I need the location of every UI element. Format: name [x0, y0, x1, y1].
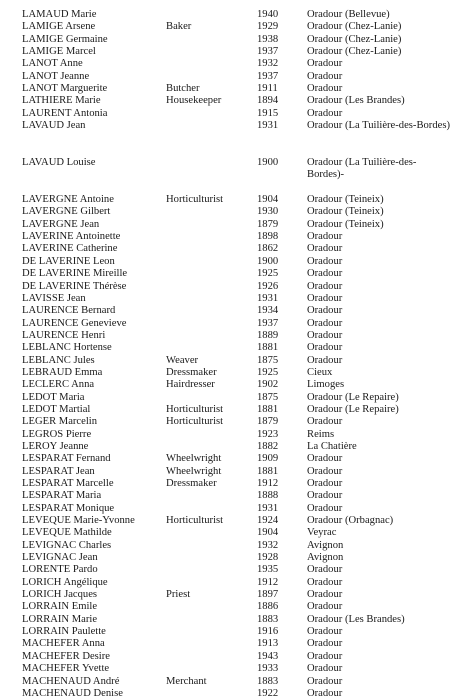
birth-year: 1931: [257, 120, 279, 132]
place: Oradour: [307, 638, 343, 650]
table-row: [0, 564, 460, 576]
table-row: [0, 157, 460, 194]
place: Limoges: [307, 379, 345, 391]
place: Oradour: [307, 601, 343, 613]
birth-year: 1875: [257, 391, 279, 403]
birth-year: 1894: [257, 95, 279, 107]
person-name: LEBLANC Jules: [22, 354, 95, 366]
birth-year: 1916: [257, 626, 279, 638]
table-row: [0, 638, 460, 650]
birth-year: 1938: [257, 33, 279, 45]
place: Oradour (Chez-Lanie): [307, 21, 402, 33]
table-row: [0, 120, 460, 157]
person-name: LEVEQUE Marie-Yvonne: [22, 515, 135, 527]
place: Oradour: [307, 650, 343, 662]
place: Oradour: [307, 342, 343, 354]
birth-year: 1898: [257, 231, 279, 243]
table-row: [0, 256, 460, 268]
birth-year: 1904: [257, 194, 279, 206]
place: Oradour: [307, 280, 343, 292]
table-row: [0, 219, 460, 231]
place: Oradour: [307, 490, 343, 502]
table-row: [0, 404, 460, 416]
person-name: LEBLANC Hortense: [22, 342, 112, 354]
table-row: [0, 243, 460, 255]
person-name: LESPARAT Fernand: [22, 453, 111, 465]
table-row: [0, 305, 460, 317]
table-row: [0, 453, 460, 465]
place: Veyrac: [307, 527, 337, 539]
table-row: [0, 614, 460, 626]
person-name: LAURENCE Henri: [22, 329, 106, 341]
occupation: Merchant: [166, 675, 207, 687]
occupation: Wheelwright: [166, 453, 222, 465]
person-name: LORRAIN Marie: [22, 613, 98, 625]
birth-year: 1931: [257, 502, 279, 514]
place: Oradour: [307, 465, 343, 477]
person-name: LESPARAT Jean: [22, 465, 95, 477]
table-row: [0, 9, 460, 21]
birth-year: 1932: [257, 539, 279, 551]
birth-year: 1931: [257, 292, 279, 304]
birth-year: 1897: [257, 589, 279, 601]
place: Oradour: [307, 317, 343, 329]
place: Oradour: [307, 70, 343, 82]
place: Oradour: [307, 231, 343, 243]
place: Oradour: [307, 329, 343, 341]
person-name: LAMAUD Marie: [22, 9, 97, 20]
table-row: [0, 342, 460, 354]
place: Cieux: [307, 366, 333, 378]
table-row: [0, 21, 460, 33]
birth-year: 1912: [257, 576, 279, 588]
table-row: [0, 392, 460, 404]
table-row: [0, 651, 460, 663]
table-row: [0, 601, 460, 613]
table-row: [0, 83, 460, 95]
table-row: [0, 663, 460, 675]
birth-year: 1900: [257, 157, 279, 169]
table-row: [0, 552, 460, 564]
person-name: LATHIERE Marie: [22, 95, 101, 107]
birth-year: 1933: [257, 663, 279, 675]
place: Oradour (Bellevue): [307, 9, 390, 20]
occupation: Wheelwright: [166, 465, 222, 477]
person-name: LANOT Jeanne: [22, 70, 90, 82]
occupation: Horticulturist: [166, 403, 224, 415]
person-name: LEVEQUE Mathilde: [22, 527, 112, 539]
place: Oradour (Les Brandes): [307, 95, 405, 107]
table-row: [0, 478, 460, 490]
occupation: Horticulturist: [166, 416, 224, 428]
table-row: [0, 268, 460, 280]
person-name: DE LAVERINE Thérèse: [22, 280, 127, 292]
place: Oradour: [307, 478, 343, 489]
occupation: Horticulturist: [166, 515, 224, 527]
person-name: LESPARAT Monique: [22, 502, 115, 514]
person-name: LAVERGNE Gilbert: [22, 206, 111, 218]
table-row: [0, 466, 460, 478]
table-row: [0, 71, 460, 83]
person-name: LEDOT Martial: [22, 403, 91, 415]
person-name: MACHENAUD Denise: [22, 687, 123, 699]
birth-year: 1930: [257, 206, 279, 218]
table-row: [0, 108, 460, 120]
birth-year: 1881: [257, 342, 279, 354]
birth-year: 1900: [257, 255, 279, 267]
person-name: LEGROS Pierre: [22, 428, 92, 440]
table-row: [0, 46, 460, 58]
occupation: Dressmaker: [166, 366, 217, 378]
place: Oradour (Chez-Lanie): [307, 33, 402, 45]
table-row: [0, 589, 460, 601]
person-name: LAVISSE Jean: [22, 292, 86, 304]
birth-year: 1937: [257, 70, 279, 82]
birth-year: 1881: [257, 403, 279, 415]
table-row: [0, 515, 460, 527]
person-name: LAMIGE Marcel: [22, 46, 96, 58]
place: Oradour: [307, 589, 343, 601]
place: Oradour: [307, 626, 343, 638]
victims-list: [0, 9, 460, 700]
birth-year: 1937: [257, 317, 279, 329]
person-name: LESPARAT Marcelle: [22, 478, 114, 489]
place: Oradour: [307, 687, 343, 699]
place: Oradour: [307, 292, 343, 304]
place: Oradour: [307, 243, 343, 255]
birth-year: 1888: [257, 490, 279, 502]
occupation: Hairdresser: [166, 379, 215, 391]
birth-year: 1904: [257, 527, 279, 539]
birth-year: 1913: [257, 638, 279, 650]
place: Oradour: [307, 453, 343, 465]
person-name: LEVIGNAC Charles: [22, 539, 112, 551]
person-name: LAURENCE Genevieve: [22, 317, 127, 329]
place: Oradour (Le Repaire): [307, 403, 399, 415]
person-name: LORICH Angélique: [22, 576, 108, 588]
birth-year: 1922: [257, 687, 279, 699]
person-name: LORRAIN Paulette: [22, 626, 106, 638]
birth-year: 1934: [257, 305, 279, 317]
table-row: [0, 441, 460, 453]
table-row: [0, 527, 460, 539]
place: Oradour: [307, 354, 343, 366]
person-name: LAURENT Antonia: [22, 107, 108, 119]
table-row: [0, 429, 460, 441]
table-row: [0, 503, 460, 515]
birth-year: 1879: [257, 416, 279, 428]
table-row: [0, 231, 460, 243]
birth-year: 1911: [257, 83, 278, 95]
person-name: DE LAVERINE Leon: [22, 255, 115, 267]
person-name: LAVAUD Jean: [22, 120, 86, 132]
birth-year: 1935: [257, 564, 279, 576]
place: Oradour (La Tuilière-des-Bordes)-: [307, 157, 417, 181]
place: Oradour: [307, 83, 343, 95]
occupation: Dressmaker: [166, 478, 217, 489]
table-row: [0, 355, 460, 367]
birth-year: 1902: [257, 379, 279, 391]
place: Oradour: [307, 564, 343, 576]
table-row: [0, 416, 460, 428]
place: Oradour (Orbagnac): [307, 515, 394, 527]
place: Avignon: [307, 552, 344, 564]
place: Avignon: [307, 539, 344, 551]
person-name: LEGER Marcelin: [22, 416, 98, 428]
person-name: LAVERGNE Jean: [22, 218, 100, 230]
birth-year: 1923: [257, 428, 279, 440]
person-name: LAVERGNE Antoine: [22, 194, 114, 206]
birth-year: 1940: [257, 9, 279, 20]
occupation: Priest: [166, 589, 191, 601]
place: Oradour (Chez-Lanie): [307, 46, 402, 58]
birth-year: 1862: [257, 243, 279, 255]
table-row: [0, 206, 460, 218]
birth-year: 1924: [257, 515, 279, 527]
place: Oradour: [307, 58, 343, 70]
place: Oradour (Teineix): [307, 206, 384, 218]
table-row: [0, 688, 460, 700]
person-name: LORENTE Pardo: [22, 564, 98, 576]
person-name: LANOT Marguerite: [22, 83, 108, 95]
birth-year: 1925: [257, 268, 279, 280]
place: Oradour (Les Brandes): [307, 613, 405, 625]
table-row: [0, 58, 460, 70]
place: Oradour (La Tuilière-des-Bordes): [307, 120, 450, 132]
table-row: [0, 95, 460, 107]
occupation: Weaver: [166, 354, 199, 366]
occupation: Baker: [166, 21, 192, 33]
place: Oradour: [307, 305, 343, 317]
person-name: LAVERINE Catherine: [22, 243, 118, 255]
table-row: [0, 293, 460, 305]
person-name: LORICH Jacques: [22, 589, 98, 601]
place: Reims: [307, 428, 335, 440]
person-name: LAURENCE Bernard: [22, 305, 116, 317]
birth-year: 1937: [257, 46, 279, 58]
place: Oradour: [307, 576, 343, 588]
place: Oradour: [307, 502, 343, 514]
birth-year: 1943: [257, 650, 279, 662]
place: Oradour: [307, 416, 343, 428]
table-row: [0, 626, 460, 638]
birth-year: 1928: [257, 552, 279, 564]
person-name: LEDOT Maria: [22, 391, 85, 403]
person-name: LAMIGE Germaine: [22, 33, 108, 45]
table-row: [0, 379, 460, 391]
place: Oradour: [307, 255, 343, 267]
person-name: LORRAIN Emile: [22, 601, 98, 613]
place: Oradour: [307, 663, 343, 675]
place: Oradour (Le Repaire): [307, 391, 399, 403]
person-name: MACHENAUD André: [22, 675, 120, 687]
place: Oradour: [307, 107, 343, 119]
birth-year: 1929: [257, 21, 279, 33]
occupation: Housekeeper: [166, 95, 222, 107]
birth-year: 1879: [257, 218, 279, 230]
person-name: DE LAVERINE Mireille: [22, 268, 128, 280]
table-row: [0, 34, 460, 46]
table-row: [0, 577, 460, 589]
person-name: LAVAUD Louise: [22, 157, 96, 169]
place: Oradour (Teineix): [307, 218, 384, 230]
birth-year: 1882: [257, 440, 279, 452]
birth-year: 1886: [257, 601, 279, 613]
place: Oradour (Teineix): [307, 194, 384, 206]
person-name: MACHEFER Desire: [22, 650, 110, 662]
person-name: LAVERINE Antoinette: [22, 231, 121, 243]
table-row: [0, 490, 460, 502]
birth-year: 1875: [257, 354, 279, 366]
birth-year: 1912: [257, 478, 279, 489]
person-name: LANOT Anne: [22, 58, 83, 70]
table-row: [0, 540, 460, 552]
table-row: [0, 194, 460, 206]
birth-year: 1926: [257, 280, 279, 292]
person-name: LAMIGE Arsene: [22, 21, 96, 33]
table-row: [0, 367, 460, 379]
place: Oradour: [307, 268, 343, 280]
person-name: MACHEFER Yvette: [22, 663, 110, 675]
birth-year: 1909: [257, 453, 279, 465]
birth-year: 1883: [257, 675, 279, 687]
occupation: Butcher: [166, 83, 200, 95]
birth-year: 1889: [257, 329, 279, 341]
birth-year: 1881: [257, 465, 279, 477]
person-name: LESPARAT Maria: [22, 490, 102, 502]
table-row: [0, 330, 460, 342]
birth-year: 1915: [257, 107, 279, 119]
place: La Chatière: [307, 440, 357, 452]
person-name: LEVIGNAC Jean: [22, 552, 98, 564]
table-row: [0, 318, 460, 330]
person-name: MACHEFER Anna: [22, 638, 105, 650]
person-name: LEBRAUD Emma: [22, 366, 103, 378]
birth-year: 1925: [257, 366, 279, 378]
birth-year: 1932: [257, 58, 279, 70]
person-name: LEROY Jeanne: [22, 440, 89, 452]
place: Oradour: [307, 675, 343, 687]
table-row: [0, 281, 460, 293]
occupation: Horticulturist: [166, 194, 224, 206]
person-name: LECLERC Anna: [22, 379, 95, 391]
birth-year: 1883: [257, 613, 279, 625]
